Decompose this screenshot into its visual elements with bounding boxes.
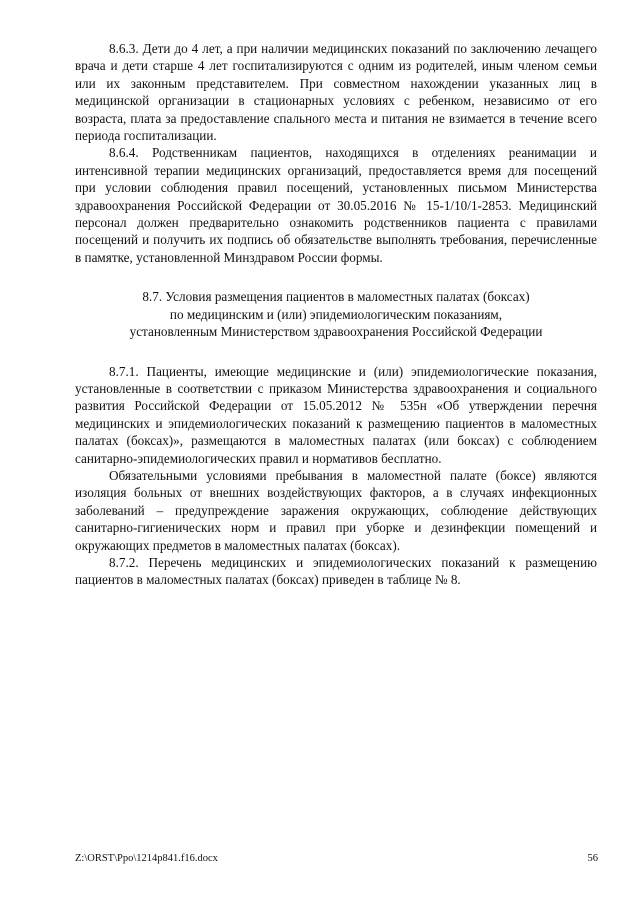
section-heading-line-1: 8.7. Условия размещения пациентов в маломестных палатах (боксах): [142, 289, 530, 305]
paragraph-8-6-3: 8.6.3. Дети до 4 лет, а при наличии медицинских показаний по заключению лечащего врача и дети старше 4 лет госпитализируются с одним из родителей, иным членом семьи или их законным представителем. При совместном нахождении указанных лиц в медицинской организации в стационарных условиях с ребенком, независимо от его возраста, плата за предоставление спального места и питания не взимается в течение всего периода госпитализации.: [75, 41, 597, 144]
paragraph-8-7-1: 8.7.1. Пациенты, имеющие медицинские и (или) эпидемиологические показания, установленные в соответствии с приказом Министерства здравоохранения и социального развития Российской Федерации от 15.05.2012 № 535н «Об утверждении перечня медицинских и эпидемиологических показаний к размещению пациентов в маломестных палатах (боксах)», размещаются в маломестных палатах (или боксах) с соблюдением санитарно-эпидемиологических правил и нормативов бесплатно.: [75, 363, 597, 466]
paragraph-8-6-4: 8.6.4. Родственникам пациентов, находящихся в отделениях реанимации и интенсивной терапии медицинских организаций, предоставляется время для посещений при условии соблюдения правил посещений, установленных письмом Министерства здравоохранения Российской Федерации от 30.05.2016 № 15-1/10/1-2853. Медицинский персонал должен предварительно ознакомить родственников пациента с правилами посещений и получить их подпись об обязательстве выполнять требования, перечисленные в памятке, установленной Минздравом России формы.: [75, 145, 597, 265]
footer-page-number: 56: [587, 853, 598, 864]
section-heading-line-2: по медицинским и (или) эпидемиологическим показаниям,: [169, 306, 503, 322]
paragraph-8-7-2: 8.7.2. Перечень медицинских и эпидемиологических показаний к размещению пациентов в маломестных палатах (боксах) приведен в таблице № 8.: [75, 554, 597, 588]
paragraph-isolation-conditions: Обязательными условиями пребывания в маломестной палате (боксе) являются изоляция больных от внешних воздействующих факторов, а в случаях инфекционных заболеваний – предупреждение заражения окружающих, соблюдение действующих санитарно-гигиенических норм и правил при уборке и дезинфекции помещений и окружающих предметов в маломестных палатах (боксах).: [75, 467, 597, 553]
section-heading-line-3: установленным Министерством здравоохранения Российской Федерации: [129, 324, 543, 340]
section-heading-8-7: [75, 288, 597, 340]
footer-file-path: Z:\ORST\Ppo\1214p841.f16.docx: [75, 853, 218, 864]
document-body: [75, 40, 597, 589]
